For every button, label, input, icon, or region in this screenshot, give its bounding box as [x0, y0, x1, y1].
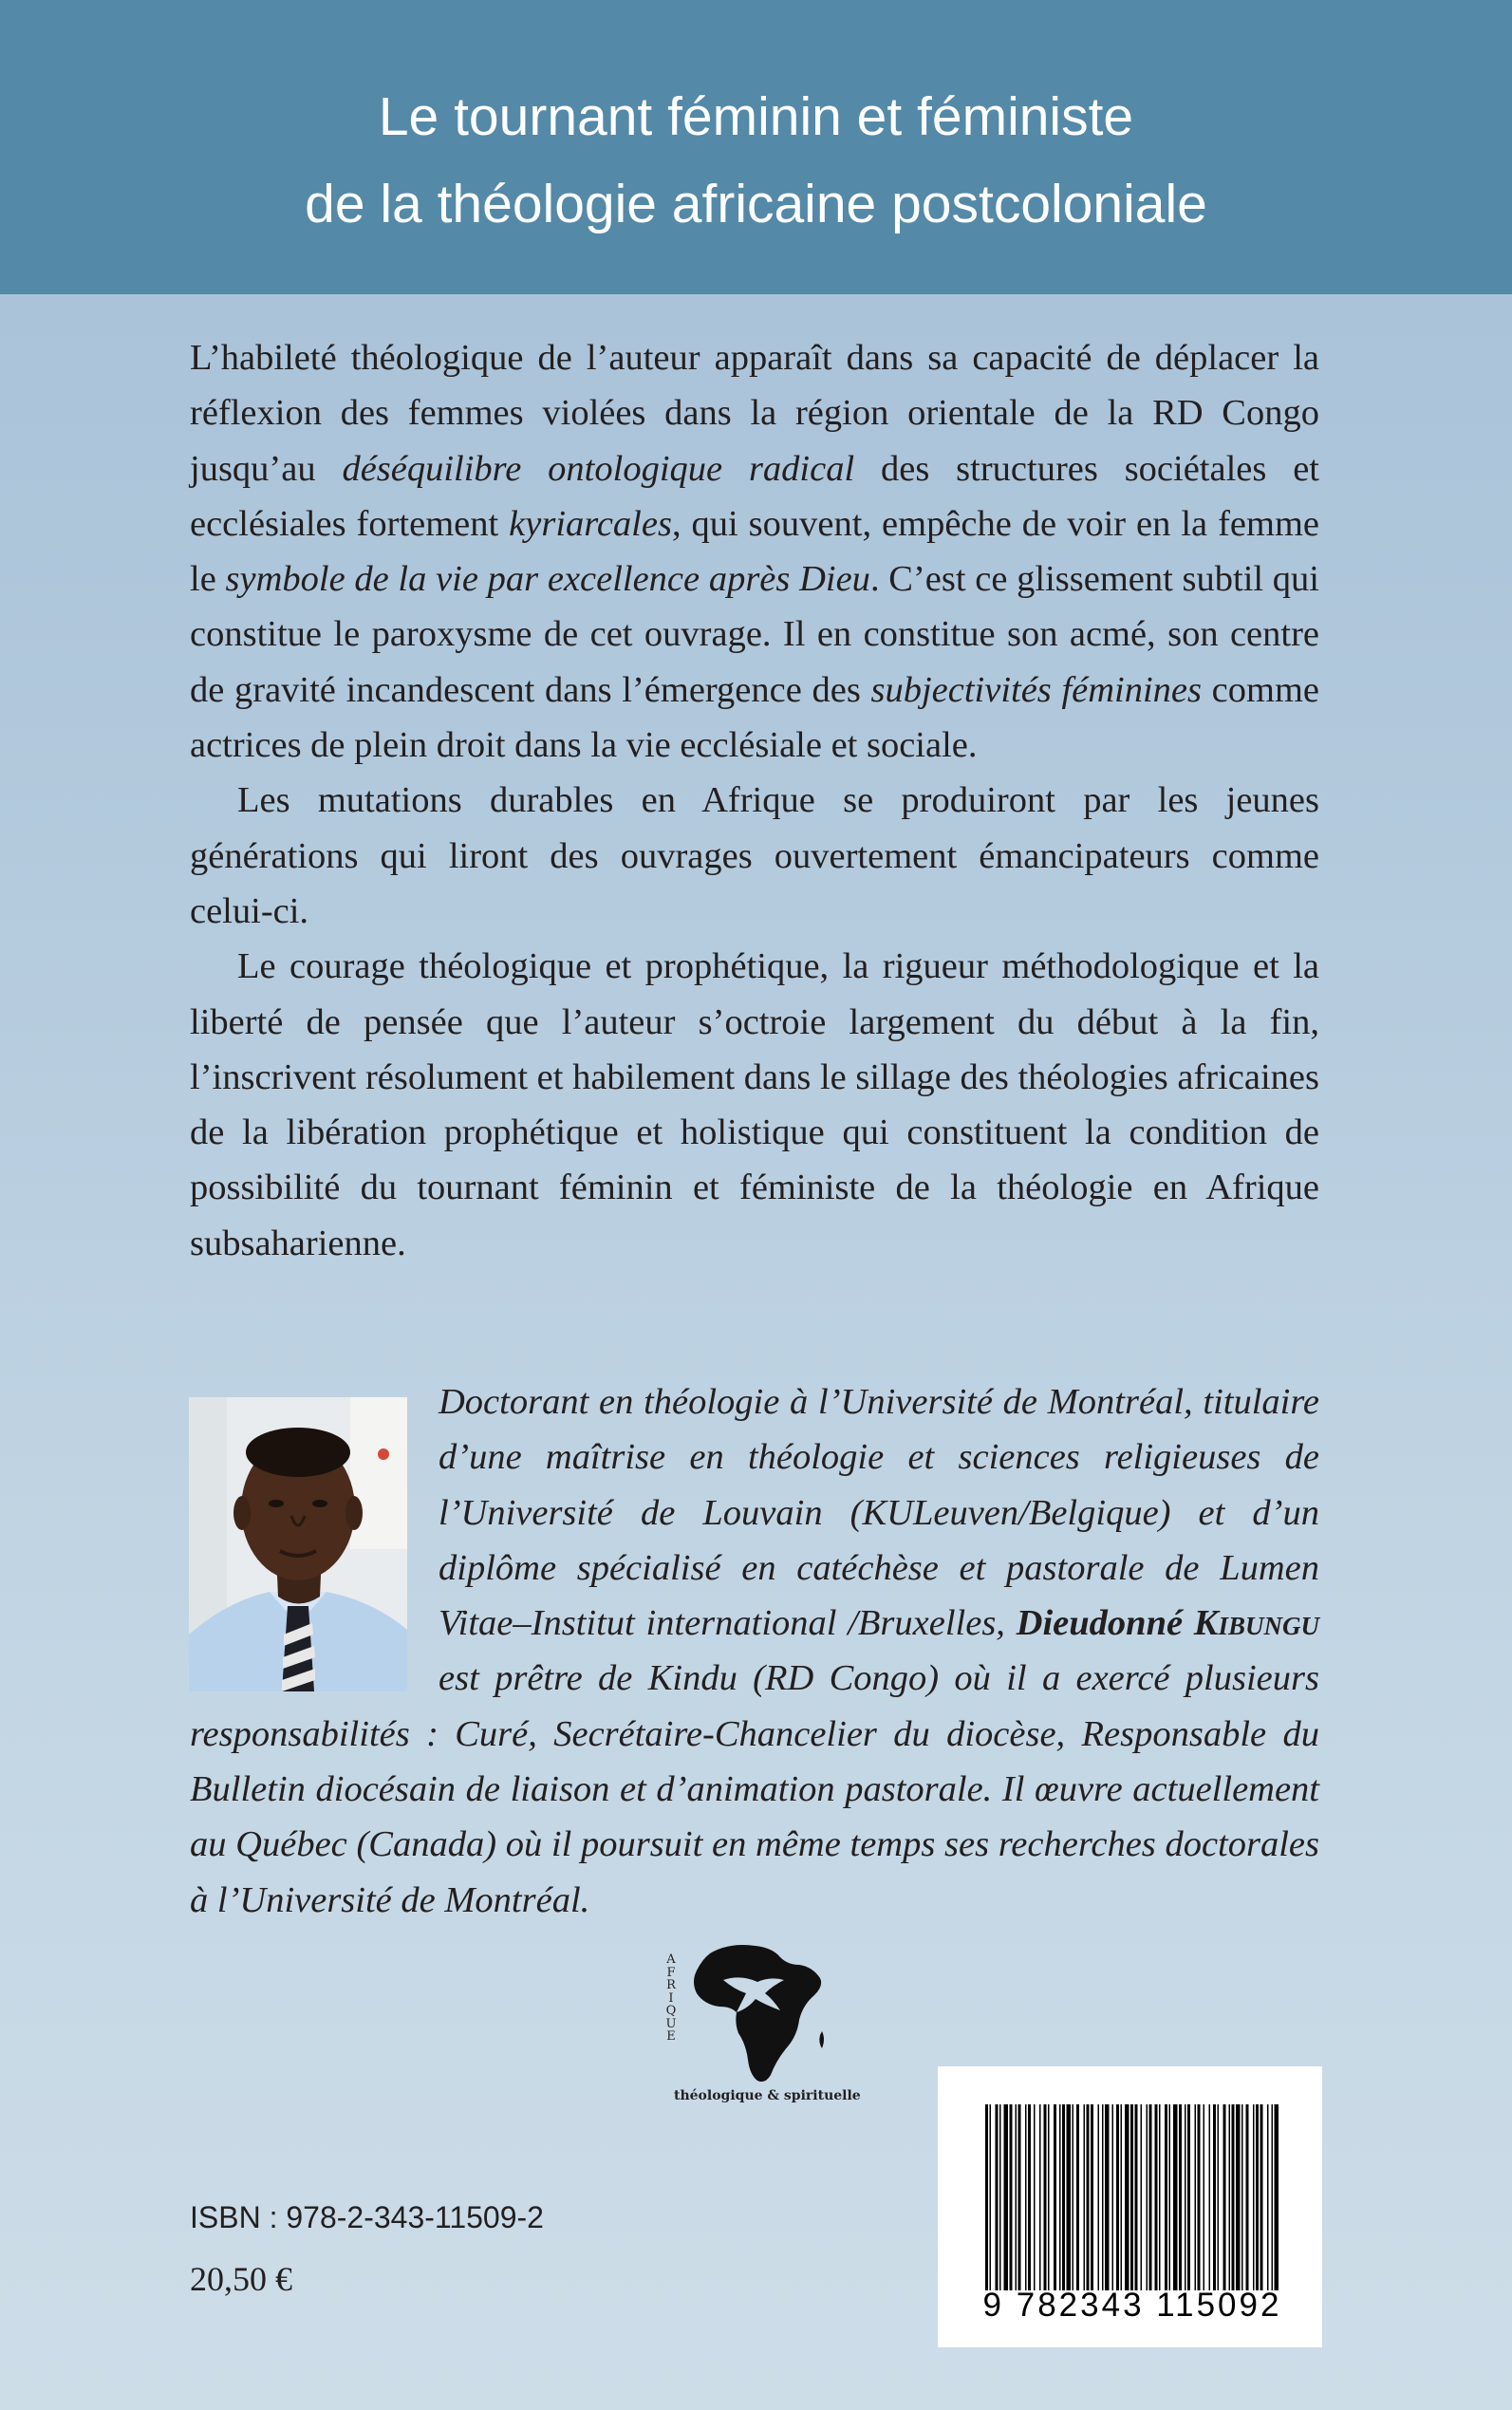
blurb-text: comme actrices de plein droit dans la vie ecclésiale et sociale. [190, 669, 1320, 766]
logo-letter: E [666, 2029, 676, 2044]
author-last-name: Kibungu [1193, 1603, 1319, 1644]
author-name [1017, 1603, 1319, 1643]
barcode-bar [1018, 2104, 1021, 2290]
barcode-bar [990, 2104, 992, 2290]
barcode-bar [1044, 2104, 1047, 2290]
collection-caption: théologique & spirituelle [674, 2088, 861, 2103]
barcode-bar [1130, 2104, 1133, 2290]
barcode-bar [1272, 2104, 1274, 2290]
barcode-bar [999, 2104, 1001, 2290]
author-photo [189, 1397, 407, 1691]
author-first-name: Dieudonné [1016, 1603, 1194, 1644]
barcode-bar [1246, 2104, 1249, 2290]
barcode-bar [1016, 2104, 1017, 2290]
africa-dove-icon [681, 1936, 833, 2088]
barcode-bar [1091, 2104, 1093, 2290]
blurb-paragraph-1 [190, 330, 1319, 773]
barcode-bar [1169, 2104, 1171, 2290]
barcode-bar [1149, 2104, 1152, 2290]
logo-letter: I [668, 1990, 674, 2006]
barcode-icon [985, 2104, 1280, 2290]
barcode-bar [1256, 2104, 1259, 2290]
barcode-bar [1084, 2104, 1086, 2290]
barcode-bar [1028, 2104, 1031, 2290]
price-label: 20,50 € [190, 2260, 292, 2298]
logo-letter: A [666, 1952, 676, 1967]
barcode-bar [1218, 2104, 1220, 2290]
barcode-bar [1087, 2104, 1090, 2290]
barcode-bar [1185, 2104, 1186, 2290]
barcode-bar [1062, 2104, 1065, 2290]
barcode-bar [1076, 2104, 1079, 2290]
barcode-bar [1275, 2104, 1279, 2290]
barcode-bar [1098, 2104, 1100, 2290]
barcode-bar [1116, 2104, 1119, 2290]
blurb-text: . C’est ce glissement subtil qui constitue le paroxysme de cet ouvrage. Il en constitue son acmé, son centre de gravité incandescent dans l’émergence des [190, 559, 1320, 710]
barcode-bar [1213, 2104, 1216, 2290]
logo-letter: Q [665, 2004, 677, 2018]
bio-text: est prêtre de Kindu (RD Congo) où il a exercé plusieurs responsabilités : Curé, Secrétaire-Chancelier du diocèse, Responsable du Bulletin diocésain de liaison et d’animation pastorale. Il œuvre actuellement au Québec (Canada) où il poursuit en même temps ses recherches doctorales à l’Université de Montréal. [190, 1658, 1319, 1920]
barcode-bar [1125, 2104, 1129, 2290]
barcode-bar [1059, 2104, 1061, 2290]
barcode-bar [1236, 2104, 1241, 2290]
barcode-bar [1159, 2104, 1161, 2290]
barcode-bar [1054, 2104, 1056, 2290]
barcode-bar [1209, 2104, 1211, 2290]
blurb-text: des structures sociétales et ecclésiales fortement [190, 448, 1319, 544]
barcode-bar [1260, 2104, 1263, 2290]
blurb-text: L’habileté théologique de l’auteur apparaît dans sa capacité de déplacer la réflexion des femmes violées dans la région orientale de la RD Congo jusqu’au [190, 338, 1319, 489]
barcode-digits: 9 782343 115092 [982, 2287, 1282, 2324]
barcode-bar [1004, 2104, 1009, 2290]
barcode-bar [1267, 2104, 1269, 2290]
barcode-bar [1165, 2104, 1167, 2290]
barcode-bar [1187, 2104, 1190, 2290]
blurb-emphasis: symbole de la vie par excellence après Dieu [225, 559, 870, 600]
bio-text: Doctorant en théologie à l’Université de Montréal, titulaire d’une maîtrise en théologie et sciences religieuses de l’Université de Louvain (KULeuven/Belgique) et d’un diplôme spécialisé en catéchèse et pastorale de Lumen Vitae–Institut international /Bruxelles, [439, 1382, 1319, 1644]
barcode-bar [996, 2104, 999, 2290]
barcode-bar [985, 2104, 988, 2290]
logo-letter: R [666, 1978, 676, 1992]
barcode-bar [1067, 2104, 1072, 2290]
barcode-bar [1241, 2104, 1243, 2290]
barcode-bar [1155, 2104, 1158, 2290]
collection-letters [664, 1953, 678, 2044]
collection-logo [664, 1936, 873, 2126]
barcode-bar [1141, 2104, 1143, 2290]
barcode-bar [1105, 2104, 1110, 2290]
barcode-bar [1073, 2104, 1074, 2290]
barcode-bar [1010, 2104, 1013, 2290]
blurb-emphasis: déséquilibre ontologique radical [342, 448, 855, 489]
barcode-bar [1232, 2104, 1235, 2290]
barcode-bar [1229, 2104, 1231, 2290]
barcode-bar [1195, 2104, 1197, 2290]
barcode-bar [1204, 2104, 1205, 2290]
barcode-bar [1147, 2104, 1148, 2290]
barcode-bar [1048, 2104, 1050, 2290]
isbn-label: ISBN : 978-2-343-11509-2 [190, 2200, 544, 2234]
barcode-bar [1121, 2104, 1123, 2290]
barcode-bar [1034, 2104, 1036, 2290]
barcode-bar [1025, 2104, 1027, 2290]
barcode-bar [1039, 2104, 1041, 2290]
barcode-bar [1198, 2104, 1201, 2290]
blurb-text: , qui souvent, empêche de voir en la femme le [190, 503, 1319, 600]
barcode-bar [1253, 2104, 1255, 2290]
barcode-bar [1173, 2104, 1178, 2290]
title-band [0, 0, 1512, 294]
blurb [190, 330, 1319, 1271]
blurb-paragraph-2: Les mutations durables en Afrique se produiront par les jeunes générations qui liront des ouvrages ouvertement émancipateurs comme celui-ci. [190, 780, 1319, 931]
logo-letter: U [665, 2016, 677, 2031]
title-line-1: Le tournant féminin et féministe [378, 86, 1134, 147]
barcode-bar [1112, 2104, 1114, 2290]
blurb-emphasis: kyriarcales [509, 503, 672, 544]
barcode-bar [1102, 2104, 1104, 2290]
blurb-emphasis: subjectivités féminines [870, 669, 1203, 710]
barcode-bar [1223, 2104, 1226, 2290]
barcode-box [938, 2066, 1322, 2347]
barcode-bar [1179, 2104, 1182, 2290]
logo-letter: F [666, 1965, 676, 1980]
barcode-bar [1135, 2104, 1138, 2290]
author-portrait-icon [189, 1397, 407, 1691]
blurb-paragraph-3: Le courage théologique et prophétique, la rigueur méthodologique et la liberté de pensée que l’auteur s’octroie largement du début à la fin, l’inscrivent résolument et habilement dans le sillage des théologies africaines de la libération prophétique et holistique qui constituent la condition de possibilité du tournant féminin et féministe de la théologie en Afrique subsaharienne. [190, 946, 1319, 1263]
title-line-2: de la théologie africaine postcoloniale [305, 174, 1207, 234]
